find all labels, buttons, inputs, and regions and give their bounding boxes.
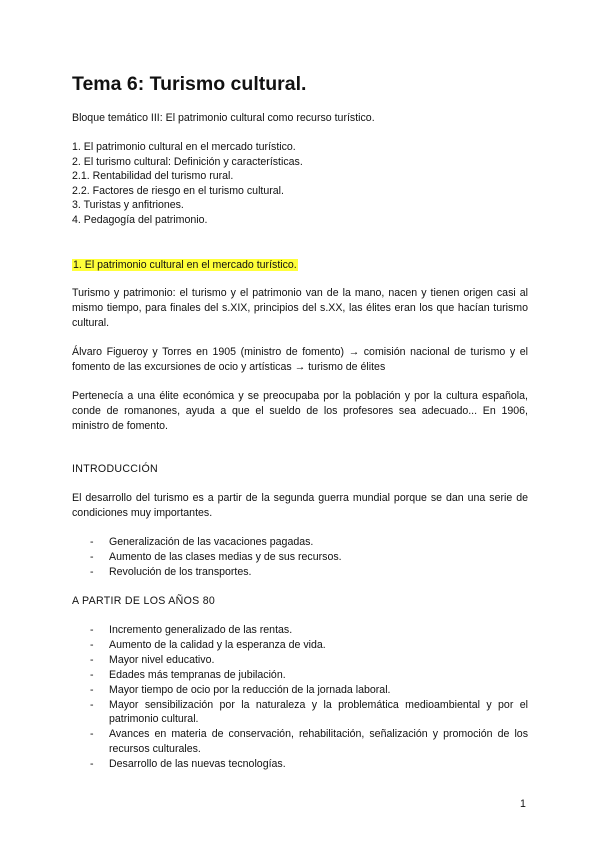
bloque-line: Bloque temático III: El patrimonio cultural como recurso turístico. [72, 112, 375, 124]
anos80-bullet-list [72, 623, 528, 772]
anos80-heading: A PARTIR DE LOS AÑOS 80 [72, 595, 216, 607]
list-item: - Mayor nivel educativo. [90, 653, 215, 666]
paragraph-figueroa: Álvaro Figueroy y Torres en 1905 (ministro de fomento) → comisión nacional de turismo y el fomento de las excursiones de ocio y artísticas → turismo de élites [72, 346, 528, 374]
list-item: - Generalización de las vacaciones pagadas. [90, 536, 314, 548]
highlighted-text: 1. El patrimonio cultural en el mercado turístico. [73, 259, 297, 271]
index-item: 3. Turistas y anfitriones. [72, 199, 184, 211]
paragraph-turismo-patrimonio: Turismo y patrimonio: el turismo y el patrimonio van de la mano, nacen y tienen origen casi al mismo tiempo, para finales del s.XIX, principios del s.XX, las élites eran los que hacían turismo cultural. [72, 287, 528, 330]
list-item: - Mayor tiempo de ocio por la reducción de la jornada laboral. [90, 683, 391, 696]
index-item: 2. El turismo cultural: Definición y características. [72, 155, 303, 168]
list-item: - Mayor sensibilización por la naturaleza y la problemática medioambiental y por el patrimonio cultural. [90, 698, 528, 726]
page-title: Tema 6: Turismo cultural. [72, 73, 307, 95]
index-item: 2.1. Rentabilidad del turismo rural. [72, 170, 234, 182]
list-item: - Edades más tempranas de jubilación. [90, 668, 286, 681]
list-item: - Aumento de la calidad y la esperanza de vida. [90, 638, 326, 651]
index-item: 4. Pedagogía del patrimonio. [72, 213, 208, 226]
list-item: - Aumento de las clases medias y de sus recursos. [90, 550, 342, 563]
list-item: - Desarrollo de las nuevas tecnologías. [90, 758, 286, 771]
page-number: 1 [520, 798, 526, 810]
list-item: - Avances en materia de conservación, rehabilitación, señalización y promoción de los recursos culturales. [90, 728, 528, 756]
intro-heading: INTRODUCCIÓN [72, 463, 158, 475]
list-item: - Incremento generalizado de las rentas. [90, 624, 293, 636]
list-item: - Revolución de los transportes. [90, 565, 252, 578]
section-heading-highlighted [72, 258, 298, 273]
index-item: 1. El patrimonio cultural en el mercado turístico. [72, 141, 296, 153]
paragraph-elite: Pertenecía a una élite económica y se preocupaba por la población y por la cultura española, conde de romanones, ayuda a que el sueldo de los profesores sea adecuado... En 1906, ministro de fomento. [72, 390, 528, 433]
index-item: 2.2. Factores de riesgo en el turismo cultural. [72, 184, 284, 197]
intro-bullet-list [72, 535, 528, 580]
intro-paragraph: El desarrollo del turismo es a partir de la segunda guerra mundial porque se dan una serie de condiciones muy importantes. [72, 492, 528, 520]
